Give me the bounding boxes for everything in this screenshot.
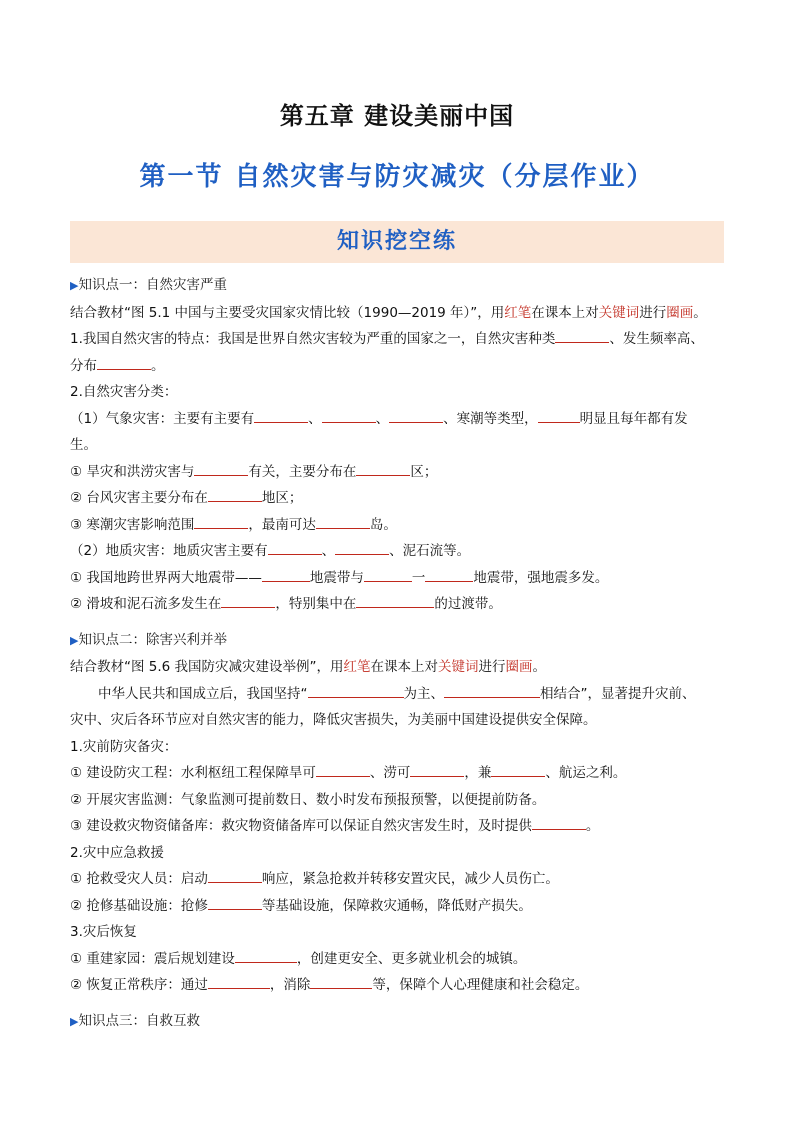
fill-blank[interactable] [97, 355, 151, 370]
item-text: 地震带与 [309, 569, 364, 586]
triangle-bullet-icon: ▶ [70, 279, 79, 292]
circle-text: 圈画 [505, 659, 533, 675]
fill-blank[interactable] [316, 514, 370, 529]
instruction-text: 结合教材“图 5.1 中国与主要受灾国家灾情比较（1990—2019 年）”，用 [70, 304, 505, 321]
item-text: 。 [585, 818, 600, 834]
item-text: ，特别集中在 [275, 596, 357, 612]
chapter-title: 第五章 建设美丽中国 [279, 102, 515, 130]
fill-blank[interactable] [235, 948, 297, 963]
red-pen-text: 红笔 [343, 659, 371, 675]
instruction-text: 在课本上对 [370, 659, 439, 675]
kp1-item-1-cont [70, 353, 730, 380]
item-text: 地震带，强地震多发。 [473, 569, 609, 586]
kp2-stage-2: 2.灾中应急救援 [70, 844, 164, 861]
kp2-repair-infrastructure [70, 893, 730, 920]
fill-blank[interactable] [532, 815, 586, 830]
kp2-rescue-people [70, 866, 730, 893]
fill-blank[interactable] [491, 762, 545, 777]
fill-blank[interactable] [208, 487, 262, 502]
item-text: 、泥石流等。 [389, 543, 471, 559]
item-text: ① 旱灾和洪涝灾害与 [70, 463, 195, 480]
instruction-text: 。 [693, 304, 707, 321]
item-text: 的过渡带。 [434, 596, 502, 612]
knowledge-point-2-heading [70, 627, 730, 655]
fill-blank[interactable] [538, 408, 580, 423]
knowledge-point-3-heading [70, 1008, 730, 1036]
paragraph-text: 为主、 [403, 685, 444, 702]
fill-blank[interactable] [444, 683, 540, 698]
item-text: 。 [151, 357, 165, 374]
kp2-disaster-engineering [70, 760, 730, 787]
section-banner: 知识挖空练 [70, 221, 724, 263]
section-title: 第一节 自然灾害与防灾减灾（分层作业） [139, 162, 655, 192]
item-text: （1）气象灾害：主要有主要有 [70, 410, 255, 427]
kp2-instruction [70, 654, 730, 681]
fill-blank[interactable] [356, 593, 434, 608]
kp2-relief-warehouse [70, 813, 730, 840]
instruction-text: 进行 [639, 304, 667, 321]
kp1-drought-flood [70, 459, 730, 486]
kp1-item-1 [70, 326, 730, 353]
kp1-landslides [70, 591, 730, 618]
kp2-stage-3: 3.灾后恢复 [70, 924, 137, 940]
fill-blank[interactable] [410, 762, 464, 777]
item-text: 区； [410, 463, 438, 480]
fill-blank[interactable] [389, 408, 443, 423]
item-text: ，最南可达 [248, 516, 316, 533]
fill-blank[interactable] [356, 461, 410, 476]
kp1-typhoon [70, 485, 730, 512]
fill-blank[interactable] [268, 540, 322, 555]
paragraph-text: 中华人民共和国成立后，我国坚持“ [98, 685, 308, 702]
instruction-text: 结合教材“图 5.6 我国防灾减灾建设举例”，用 [70, 659, 344, 675]
fill-blank[interactable] [221, 593, 275, 608]
item-text: 、 [375, 410, 390, 427]
fill-blank[interactable] [194, 461, 248, 476]
kp2-title: 知识点二：除害兴利并举 [78, 631, 227, 648]
fill-blank[interactable] [364, 567, 412, 582]
fill-blank[interactable] [262, 567, 310, 582]
item-text: 等，保障个人心理健康和社会稳定。 [372, 977, 589, 993]
keyword-text: 关键词 [438, 659, 479, 675]
item-text: ① 抢救受灾人员：启动 [70, 871, 208, 887]
instruction-text: 。 [532, 659, 547, 675]
red-pen-text: 红笔 [504, 304, 532, 321]
item-text: 地区； [261, 490, 303, 506]
fill-blank[interactable] [555, 328, 609, 343]
paragraph-text: 相结合”，显著提升灾前、 [540, 685, 696, 702]
item-text: ，创建更安全、更多就业机会的城镇。 [296, 950, 527, 967]
fill-blank[interactable] [208, 974, 270, 989]
kp1-earthquake-belts [70, 565, 730, 592]
item-text: ③ 寒潮灾害影响范围 [70, 516, 195, 533]
fill-blank[interactable] [308, 683, 404, 698]
item-text: 一 [411, 569, 426, 586]
worksheet-content [70, 272, 730, 1035]
item-text: 、寒潮等类型， [443, 410, 538, 427]
item-text: 、涝可 [369, 765, 411, 781]
fill-blank[interactable] [322, 408, 376, 423]
item-text: ② 滑坡和泥石流多发生在 [70, 596, 222, 612]
item-text: ② 抢修基础设施：抢修 [70, 897, 208, 914]
kp1-cold-wave [70, 512, 730, 539]
triangle-bullet-icon: ▶ [70, 1014, 79, 1028]
kp1-instruction [70, 300, 730, 327]
kp2-restore-order [70, 972, 730, 999]
knowledge-point-1-heading [70, 272, 730, 300]
item-text: 明显且每年都有发 [579, 410, 688, 427]
kp2-paragraph-cont: 灾中、灾后各环节应对自然灾害的能力，降低灾害损失，为美丽中国建设提供安全保障。 [70, 712, 597, 728]
item-text: ① 我国地跨世界两大地震带—— [70, 569, 262, 586]
item-text: 、发生频率高、 [609, 331, 704, 347]
kp2-rebuild-homes [70, 946, 730, 973]
kp1-geological-disasters [70, 538, 730, 565]
item-text: ① 重建家园：震后规划建设 [70, 950, 235, 967]
item-text: 岛。 [369, 516, 397, 533]
fill-blank[interactable] [254, 408, 308, 423]
item-text: 有关，主要分布在 [248, 463, 357, 480]
fill-blank[interactable] [310, 974, 372, 989]
kp2-paragraph [70, 681, 730, 708]
kp1-weather-disasters-cont: 生。 [70, 437, 97, 453]
item-text: ，消除 [269, 977, 311, 993]
triangle-bullet-icon: ▶ [70, 633, 79, 647]
item-text: ，兼 [464, 765, 492, 781]
kp2-disaster-monitoring: ② 开展灾害监测：气象监测可提前数日、数小时发布预报预警，以便提前防备。 [70, 791, 546, 808]
item-text: 、 [308, 410, 322, 427]
item-text: （2）地质灾害：地质灾害主要有 [70, 543, 268, 559]
item-text: 、航运之利。 [545, 765, 627, 781]
fill-blank[interactable] [208, 868, 262, 883]
item-text: ② 恢复正常秩序：通过 [70, 977, 208, 993]
item-text: 等基础设施，保障救灾通畅，降低财产损失。 [261, 897, 532, 914]
kp3-title: 知识点三：自救互救 [78, 1012, 200, 1029]
kp1-title: 知识点一：自然灾害严重 [78, 277, 227, 293]
fill-blank[interactable] [335, 540, 389, 555]
item-text: 、 [321, 543, 336, 559]
item-text: 响应，紧急抢救并转移安置灾民，减少人员伤亡。 [261, 871, 559, 887]
kp1-item-2: 2.自然灾害分类： [70, 384, 178, 400]
instruction-text: 在课本上对 [531, 304, 599, 321]
fill-blank[interactable] [208, 895, 262, 910]
fill-blank[interactable] [194, 514, 248, 529]
circle-text: 圈画 [666, 304, 694, 321]
item-text: 分布 [70, 357, 97, 374]
item-text: 1.我国自然灾害的特点：我国是世界自然灾害较为严重的国家之一，自然灾害种类 [70, 331, 556, 347]
item-text: ② 台风灾害主要分布在 [70, 490, 208, 506]
fill-blank[interactable] [316, 762, 370, 777]
fill-blank[interactable] [425, 567, 473, 582]
keyword-text: 关键词 [598, 304, 640, 321]
instruction-text: 进行 [478, 659, 506, 675]
kp2-stage-1: 1.灾前防灾备灾： [70, 738, 178, 755]
item-text: ③ 建设救灾物资储备库：救灾物资储备库可以保证自然灾害发生时，及时提供 [70, 818, 532, 834]
item-text: ① 建设防灾工程：水利枢纽工程保障旱可 [70, 765, 316, 781]
kp1-weather-disasters [70, 406, 730, 433]
